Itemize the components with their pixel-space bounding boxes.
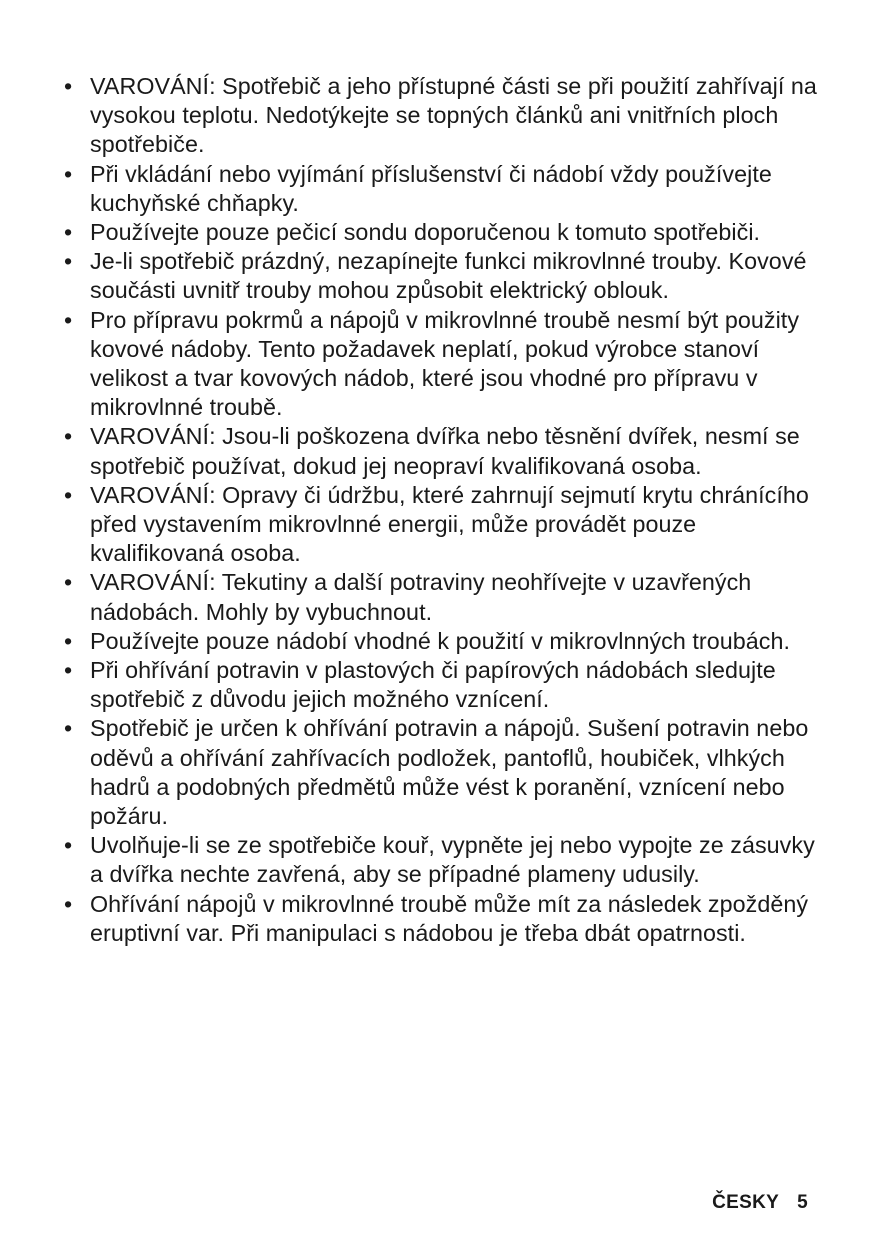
bullet-icon: • bbox=[64, 569, 73, 596]
list-item bbox=[62, 218, 822, 247]
bullet-icon: • bbox=[64, 657, 73, 684]
page-number: 5 bbox=[797, 1192, 808, 1213]
list-item bbox=[62, 160, 822, 218]
warning-text: Při ohřívání potravin v plastových či papírových nádobách sledujte spotřebič z důvodu jejich možného vznícení. bbox=[90, 657, 776, 713]
page-footer bbox=[712, 1192, 808, 1214]
bullet-icon: • bbox=[64, 219, 73, 246]
warning-text: Pro přípravu pokrmů a nápojů v mikrovlnné troubě nesmí být použity kovové nádoby. Tento požadavek neplatí, pokud výrobce stanoví velikost a tvar kovových nádob, které jsou vhodné pro přípravu v mikrovlnné troubě. bbox=[90, 306, 800, 421]
bullet-icon: • bbox=[64, 248, 73, 275]
safety-warnings-section bbox=[62, 72, 822, 948]
warnings-list bbox=[62, 72, 822, 948]
bullet-icon: • bbox=[64, 423, 73, 450]
warning-text: VAROVÁNÍ: Spotřebič a jeho přístupné části se při použití zahřívají na vysokou teplotu. Nedotýkejte se topných článků ani vnitřních ploch spotřebiče. bbox=[90, 73, 817, 158]
bullet-icon: • bbox=[64, 627, 73, 654]
list-item bbox=[62, 568, 822, 626]
warning-text: VAROVÁNÍ: Jsou-li poškozena dvířka nebo těsnění dvířek, nesmí se spotřebič používat, dokud jej neopraví kvalifikovaná osoba. bbox=[90, 423, 800, 479]
warning-text: Ohřívání nápojů v mikrovlnné troubě může mít za následek zpožděný eruptivní var. Při manipulaci s nádobou je třeba dbát opatrnosti. bbox=[90, 890, 809, 946]
warning-text: Používejte pouze pečicí sondu doporučenou k tomuto spotřebiči. bbox=[90, 219, 761, 246]
warning-text: VAROVÁNÍ: Opravy či údržbu, které zahrnují sejmutí krytu chránícího před vystavením mikrovlnné energii, může provádět pouze kvalifikovaná osoba. bbox=[90, 481, 809, 567]
list-item bbox=[62, 714, 822, 831]
list-item bbox=[62, 422, 822, 480]
list-item bbox=[62, 890, 822, 948]
warning-text: Uvolňuje-li se ze spotřebiče kouř, vypněte jej nebo vypojte ze zásuvky a dvířka nechte zavřená, aby se případné plameny udusily. bbox=[90, 832, 815, 888]
list-item bbox=[62, 627, 822, 656]
list-item bbox=[62, 247, 822, 305]
bullet-icon: • bbox=[64, 481, 73, 508]
warning-text: Používejte pouze nádobí vhodné k použití v mikrovlnných troubách. bbox=[90, 627, 790, 654]
bullet-icon: • bbox=[64, 160, 73, 187]
list-item bbox=[62, 656, 822, 714]
warning-text: Je-li spotřebič prázdný, nezapínejte funkci mikrovlnné trouby. Kovové součásti uvnitř trouby mohou způsobit elektrický oblouk. bbox=[90, 248, 807, 304]
warning-text: Při vkládání nebo vyjímání příslušenství či nádobí vždy používejte kuchyňské chňapky. bbox=[90, 160, 772, 216]
warning-text: VAROVÁNÍ: Tekutiny a další potraviny neohřívejte v uzavřených nádobách. Mohly by vybuchnout. bbox=[90, 569, 752, 625]
list-item bbox=[62, 831, 822, 889]
bullet-icon: • bbox=[64, 890, 73, 917]
warning-text: Spotřebič je určen k ohřívání potravin a nápojů. Sušení potravin nebo oděvů a ohřívání zahřívacích podložek, pantoflů, houbiček, vlhkých hadrů a podobných předmětů může vést k poranění, vznícení nebo požáru. bbox=[90, 715, 809, 830]
bullet-icon: • bbox=[64, 832, 73, 859]
list-item bbox=[62, 481, 822, 569]
list-item bbox=[62, 306, 822, 423]
list-item bbox=[62, 72, 822, 160]
bullet-icon: • bbox=[64, 306, 73, 333]
bullet-icon: • bbox=[64, 715, 73, 742]
footer-language: ČESKY bbox=[712, 1192, 780, 1213]
bullet-icon: • bbox=[64, 73, 73, 99]
